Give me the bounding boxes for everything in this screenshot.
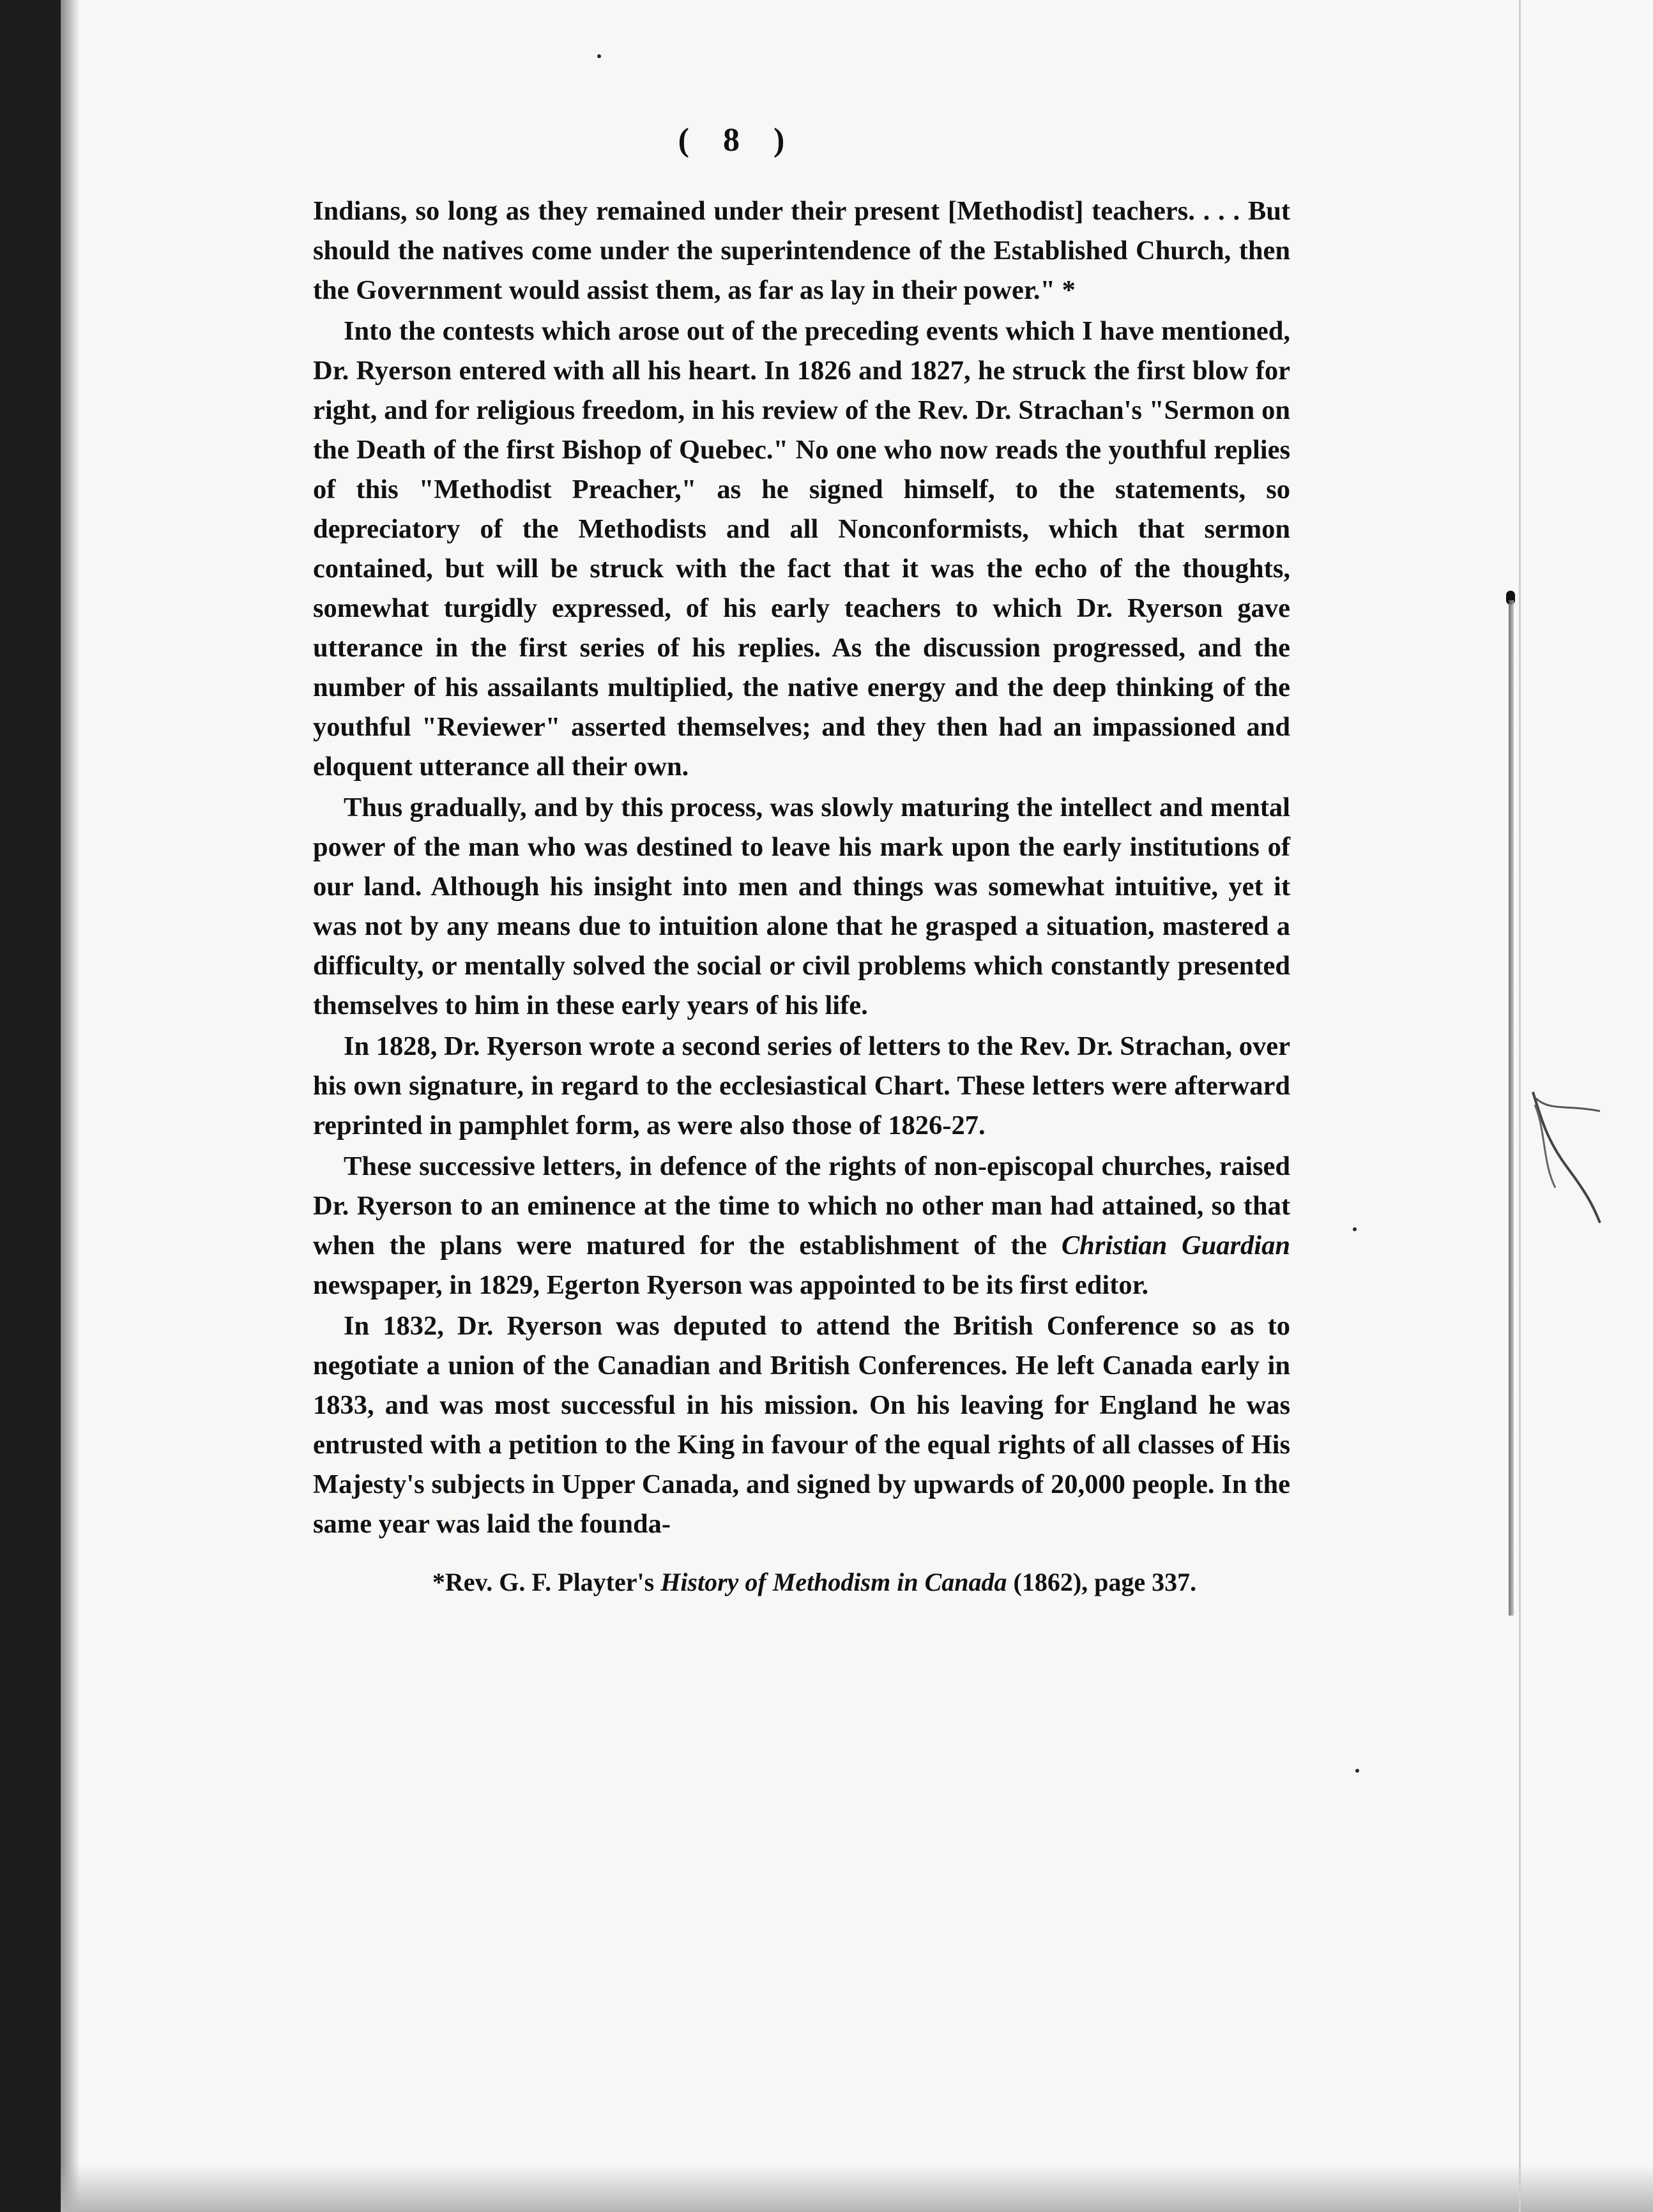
paragraph-5 — [313, 1147, 1290, 1305]
paragraph-5-text-before: These successive letters, in defence of the rights of non-episcopal churches, raised Dr. Ryerson to an eminence at the time to which no other man had attained, so that when the plans were matured for the establishment of the — [313, 1151, 1290, 1261]
page-text — [313, 121, 1290, 1602]
loose-thread-mark — [1530, 1086, 1606, 1226]
footnote-text-before: *Rev. G. F. Playter's — [432, 1568, 661, 1596]
left-edge-shadow — [61, 0, 80, 2212]
newspaper-title: Christian Guardian — [1061, 1231, 1291, 1261]
paragraph-2: Into the contests which arose out of the preceding events which I have mentioned, Dr. Ryerson entered with all his heart. In 1826 and 1827, he struck the first blow for right, and for religious freedom, in his review of the Rev. Dr. Strachan's "Sermon on the Death of the first Bishop of Quebec." No one who now reads the youthful replies of this "Methodist Preacher," as he signed himself, to the statements, so depreciatory of the Methodists and all Nonconformists, which that sermon contained, but will be struck with the fact that it was the echo of the thoughts, somewhat turgidly expressed, of his early teachers to which Dr. Ryerson gave utterance in the first series of his replies. As the discussion progressed, and the number of his assailants multiplied, the native energy and the deep thinking of the youthful "Reviewer" asserted themselves; and they then had an impassioned and eloquent utterance all their own. — [313, 316, 1290, 782]
footnote-text-after: (1862), page 337. — [1007, 1568, 1197, 1596]
speck-mark — [1355, 1769, 1359, 1773]
paragraph-6: In 1832, Dr. Ryerson was deputed to attend the British Conference so as to negotiate a union of the Canadian and British Conferences. He left Canada early in 1833, and was most successful in his mission. On his leaving for England he was entrusted with a petition to the King in favour of the equal rights of all classes of His Majesty's subjects in Upper Canada, and signed by upwards of 20,000 people. In the same year was laid the founda- — [313, 1311, 1290, 1539]
speck-mark — [1353, 1227, 1357, 1231]
speck-mark — [597, 54, 601, 58]
page-fold-line — [1519, 0, 1521, 2212]
bottom-edge-shadow — [61, 2165, 1653, 2212]
paragraph-3: Thus gradually, and by this process, was slowly maturing the intellect and mental power of the man who was destined to leave his mark upon the early institutions of our land. Although his insight into men and things was somewhat intuitive, yet it was not by any means due to intuition alone that he grasped a situation, mastered a difficulty, or mentally solved the social or civil problems which constantly presented themselves to him in these early years of his life. — [313, 792, 1290, 1020]
binding-thread-line — [1509, 600, 1514, 1616]
paragraph-1: Indians, so long as they remained under their present [Methodist] teachers. . . . But should the natives come under the superintendence of the Established Church, then the Government would assist them, as far as lay in their power." * — [313, 196, 1290, 305]
footnote-book-title: History of Methodism in Canada — [660, 1568, 1007, 1596]
page-number: ( 8 ) — [678, 122, 798, 158]
paragraph-5-text-after: newspaper, in 1829, Egerton Ryerson was appointed to be its first editor. — [313, 1270, 1149, 1300]
paragraph-4: In 1828, Dr. Ryerson wrote a second series of letters to the Rev. Dr. Strachan, over his own signature, in regard to the ecclesiastical Chart. These letters were afterward reprinted in pamphlet form, as were also those of 1826-27. — [313, 1031, 1290, 1140]
footnote — [313, 1563, 1290, 1602]
